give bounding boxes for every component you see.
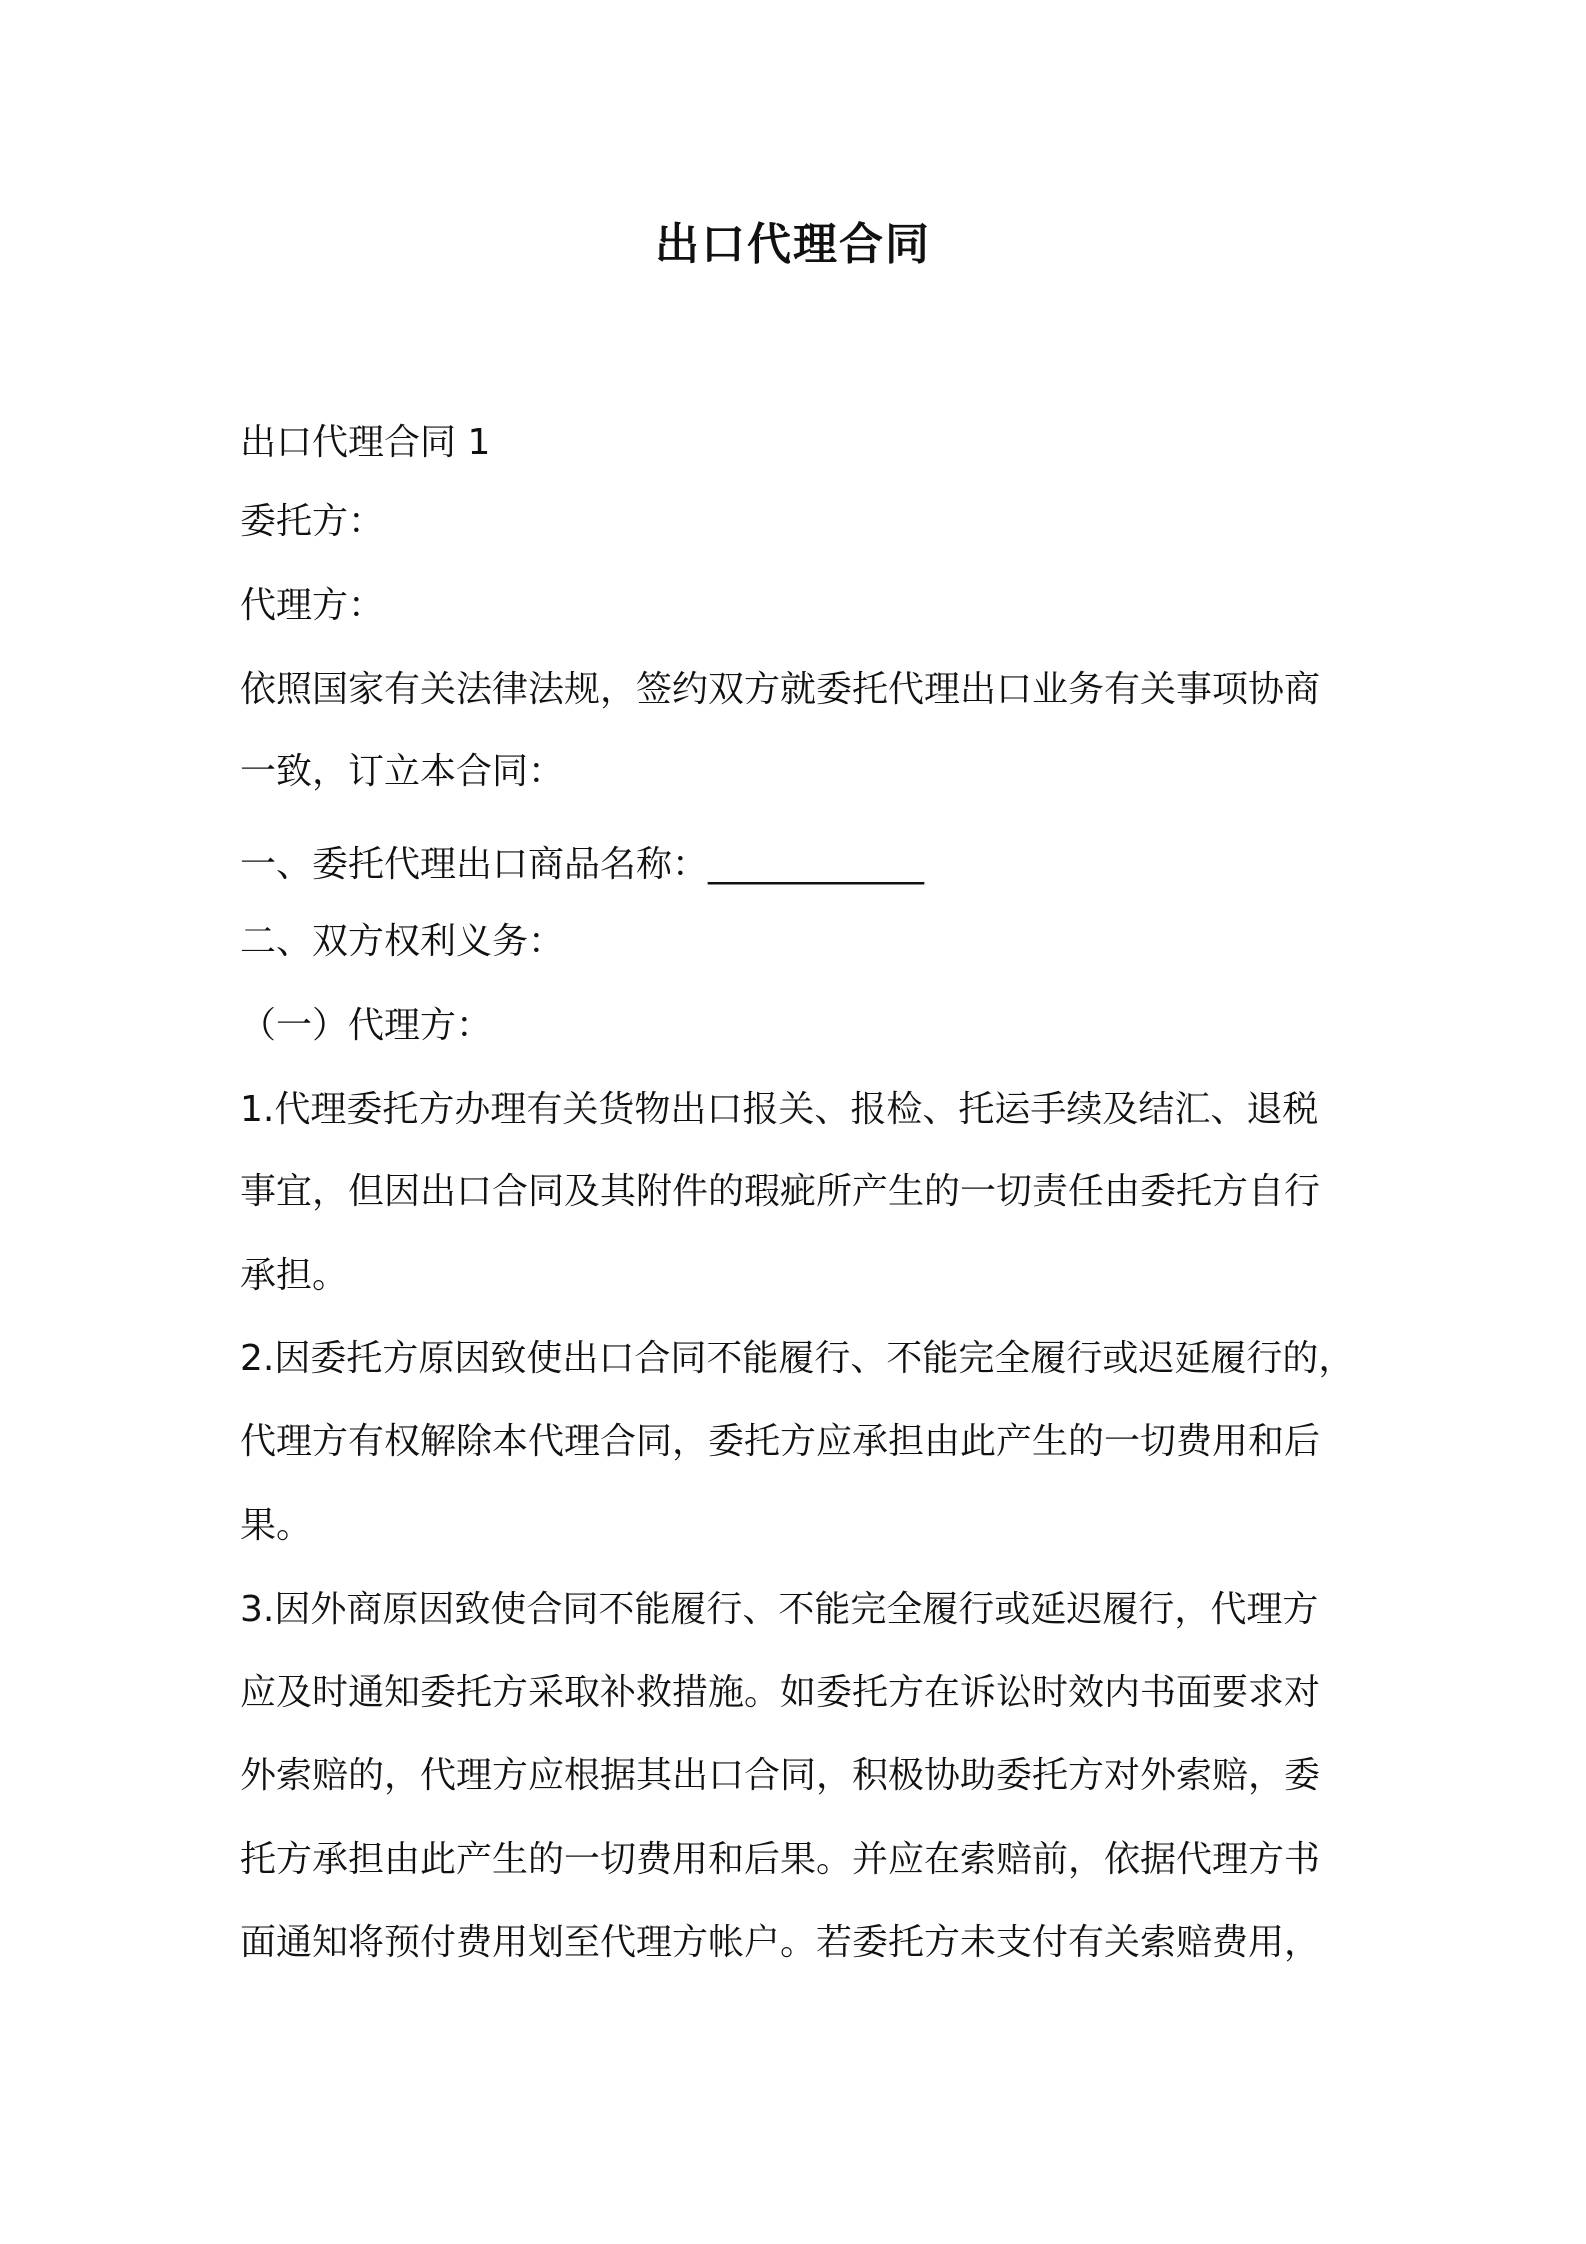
- contract-subtitle: 出口代理合同 1: [240, 422, 491, 463]
- paragraph-line: 事宜，但因出口合同及其附件的瑕疵所产生的一切责任由委托方自行: [240, 1171, 1321, 1212]
- paragraph-line: 面通知将预付费用划至代理方帐户。若委托方未支付有关索赔费用，: [240, 1922, 1321, 1963]
- clause-heading: 一、委托代理出口商品名称：____________: [240, 844, 925, 885]
- paragraph-line: 托方承担由此产生的一切费用和后果。并应在索赔前，依据代理方书: [240, 1839, 1321, 1880]
- paragraph-line: 3.因外商原因致使合同不能履行、不能完全履行或延迟履行，代理方: [240, 1589, 1319, 1630]
- paragraph-line: 1.代理委托方办理有关货物出口报关、报检、托运手续及结汇、退税: [240, 1089, 1319, 1130]
- sub-clause-heading: （一）代理方：: [240, 1005, 493, 1046]
- paragraph-line: 外索赔的，代理方应根据其出口合同，积极协助委托方对外索赔，委: [240, 1755, 1321, 1796]
- paragraph-line: 2.因委托方原因致使出口合同不能履行、不能完全履行或迟延履行的，: [240, 1338, 1355, 1379]
- paragraph-line: 承担。: [240, 1255, 349, 1296]
- paragraph-line: 果。: [240, 1505, 313, 1546]
- clause-heading: 二、双方权利义务：: [240, 921, 565, 962]
- principal-line: 委托方：: [240, 501, 385, 542]
- paragraph-line: 应及时通知委托方采取补救措施。如委托方在诉讼时效内书面要求对: [240, 1672, 1321, 1713]
- document-title: 出口代理合同: [655, 219, 931, 270]
- paragraph-line: 依照国家有关法律法规，签约双方就委托代理出口业务有关事项协商: [240, 669, 1321, 710]
- agent-line: 代理方：: [240, 585, 385, 626]
- paragraph-line: 一致，订立本合同：: [240, 751, 565, 792]
- paragraph-line: 代理方有权解除本代理合同，委托方应承担由此产生的一切费用和后: [240, 1421, 1321, 1462]
